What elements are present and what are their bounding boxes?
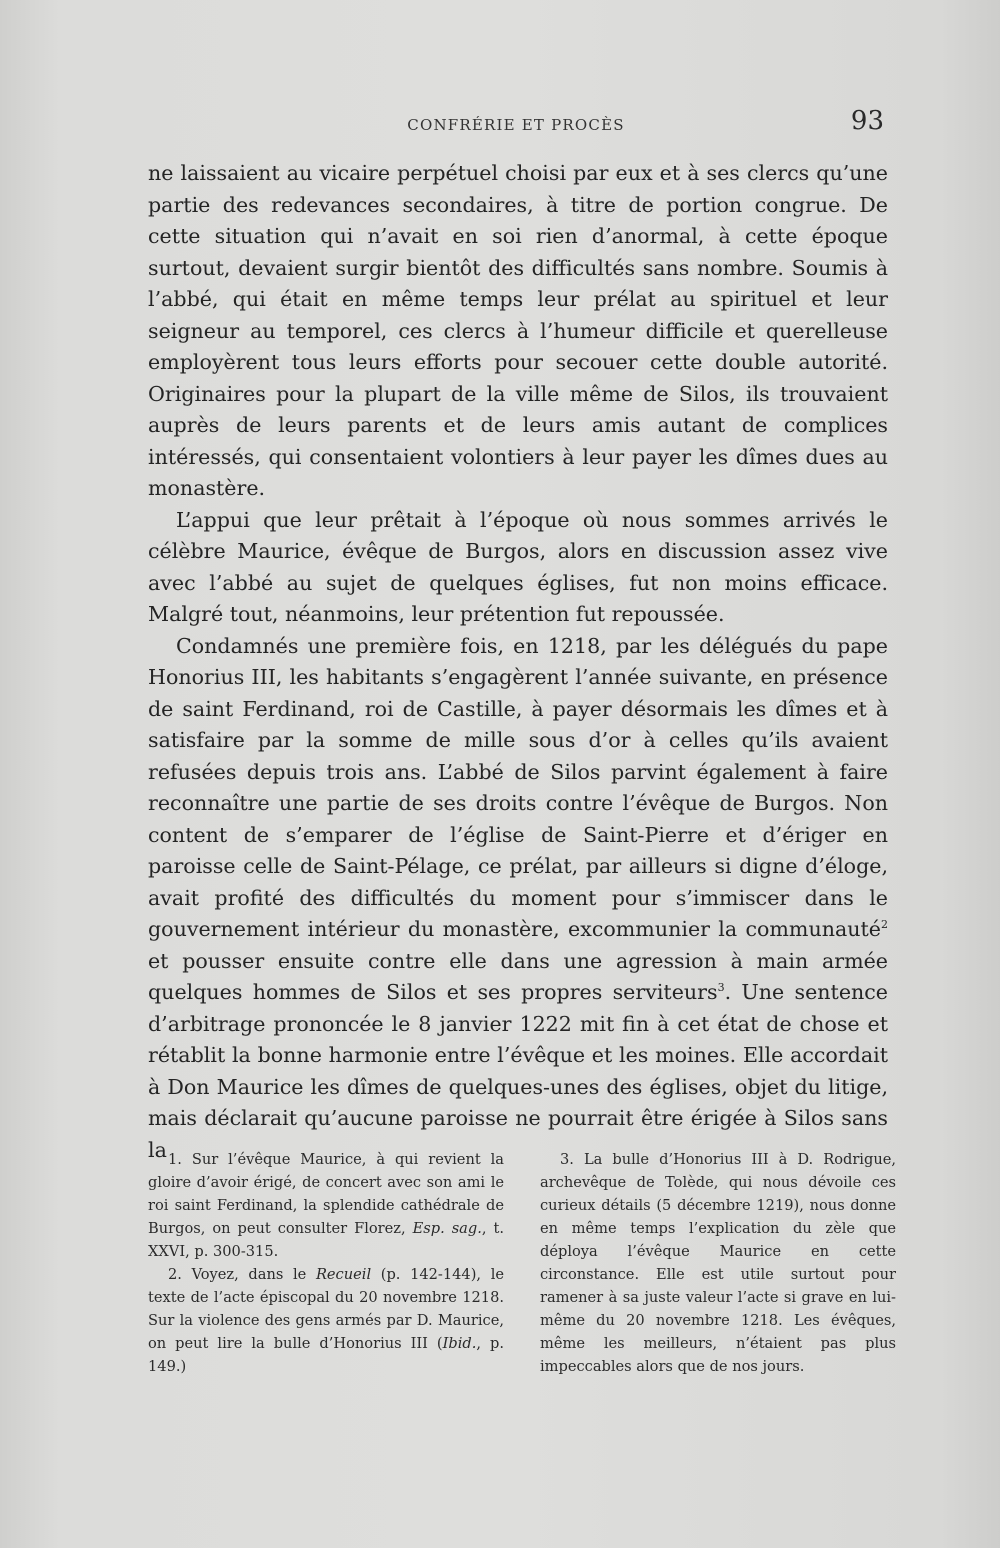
footnote-1-text-b: , t. XXVI, p. 300-315. xyxy=(148,1220,504,1260)
paragraph-3-part-c: et pousser ensuite contre elle dans une agression à main armée quelques hommes de Silos et ses propres serviteurs xyxy=(148,948,888,1004)
main-text xyxy=(148,158,888,1166)
paragraph-3 xyxy=(148,631,888,1167)
footnote-1 xyxy=(148,1148,504,1263)
footnote-2-text-c: , p. 149.) xyxy=(148,1335,504,1375)
footnote-3: 3. La bulle d’Honorius III à D. Rodrigue, archevêque de Tolède, qui nous dévoile ces curieux détails (5 décembre 1219), nous donne en même temps l’explication du zèle que déploya l’évêque Maurice en cette circonstance. Elle est utile surtout pour ramener à sa juste valeur l’acte si grave en lui-même du 20 novembre 1218. Les évêques, même les meilleurs, n’étaient pas plus impeccables alors que de nos jours. xyxy=(540,1151,896,1375)
paragraph-3-part-d: . Une sentence d’arbitrage prononcée le 8 janvier 1222 mit fin à cet état de chose et rétablit la bonne harmonie entre l’évêque et les moines. Elle accordait à Don Maurice les dîmes de quelques-unes des églises, objet du litige, mais déclarait qu’aucune paroisse ne pourrait être érigée à Silos sans la xyxy=(148,980,888,1162)
footnote-1-italic: Esp. sag. xyxy=(412,1220,482,1237)
footnote-ref-3: 3 xyxy=(717,981,725,995)
paragraph-1: ne laissaient au vicaire perpétuel choisi par eux et à ses clercs qu’une partie des redevances secondaires, à titre de portion congrue. De cette situation qui n’avait en soi rien d’anormal, à cette époque surtout, devaient surgir bientôt des difficultés sans nombre. Soumis à l’abbé, qui était en même temps leur prélat au spirituel et leur seigneur au temporel, ces clercs à l’humeur difficile et querelleuse employèrent tous leurs efforts pour secouer cette double autorité. Originaires pour la plupart de la ville même de Silos, ils trouvaient auprès de leurs parents et de leurs amis autant de complices intéressés, qui consentaient volontiers à leur payer les dîmes dues au monastère. xyxy=(148,161,888,500)
footnote-2-text-b: (p. 142-144), le texte de l’acte épiscopal du 20 novembre 1218. Sur la violence des gens armés par D. Maurice, on peut lire la bulle d’Honorius III ( xyxy=(148,1266,504,1352)
page-number: 93 xyxy=(850,106,884,136)
footnote-2-italic-2: Ibid. xyxy=(442,1335,477,1352)
running-head: CONFRÉRIE ET PROCÈS xyxy=(407,116,625,134)
page-header xyxy=(148,104,884,144)
footnote-2-italic: Recueil xyxy=(315,1266,372,1283)
footnote-1-text-a: 1. Sur l’évêque Maurice, à qui revient la gloire d’avoir érigé, de concert avec son ami le roi saint Ferdinand, la splendide cathédrale de Burgos, on peut consulter Florez, xyxy=(148,1151,504,1237)
footnote-ref-2: 2 xyxy=(881,918,888,932)
paragraph-2: L’appui que leur prêtait à l’époque où nous sommes arrivés le célèbre Maurice, évêque de Burgos, alors en discussion assez vive avec l’abbé au sujet de quelques églises, fut non moins efficace. Malgré tout, néanmoins, leur prétention fut repoussée. xyxy=(148,507,888,626)
footnote-2-text-a: 2. Voyez, dans le xyxy=(168,1266,316,1283)
footnotes-right-column xyxy=(540,1148,896,1378)
footnotes xyxy=(148,1148,896,1378)
paragraph-3-part-b: . Non content de s’emparer de l’église de Saint-Pierre et d’ériger en paroisse celle de Saint-Pélage, ce prélat, par ailleurs si digne d’éloge, avait profité des difficultés du moment pour s’immiscer dans le gouvernement intérieur du monastère, excommunier la communauté xyxy=(148,791,888,941)
footnotes-left-column xyxy=(148,1148,504,1378)
footnote-2 xyxy=(148,1263,504,1378)
paragraph-3-part-a: Condamnés une première fois, en 1218, par les délégués du pape Honorius III, les habitants s’engagèrent l’année suivante, en présence de saint Ferdinand, roi de Castille, à payer désormais les dîmes et à satisfaire par la somme de mille sous d’or à celles qu’ils avaient refusées depuis trois ans. L’abbé de Silos parvint également à faire reconnaître une partie de ses droits contre l’évêque de Burgos xyxy=(148,633,888,815)
